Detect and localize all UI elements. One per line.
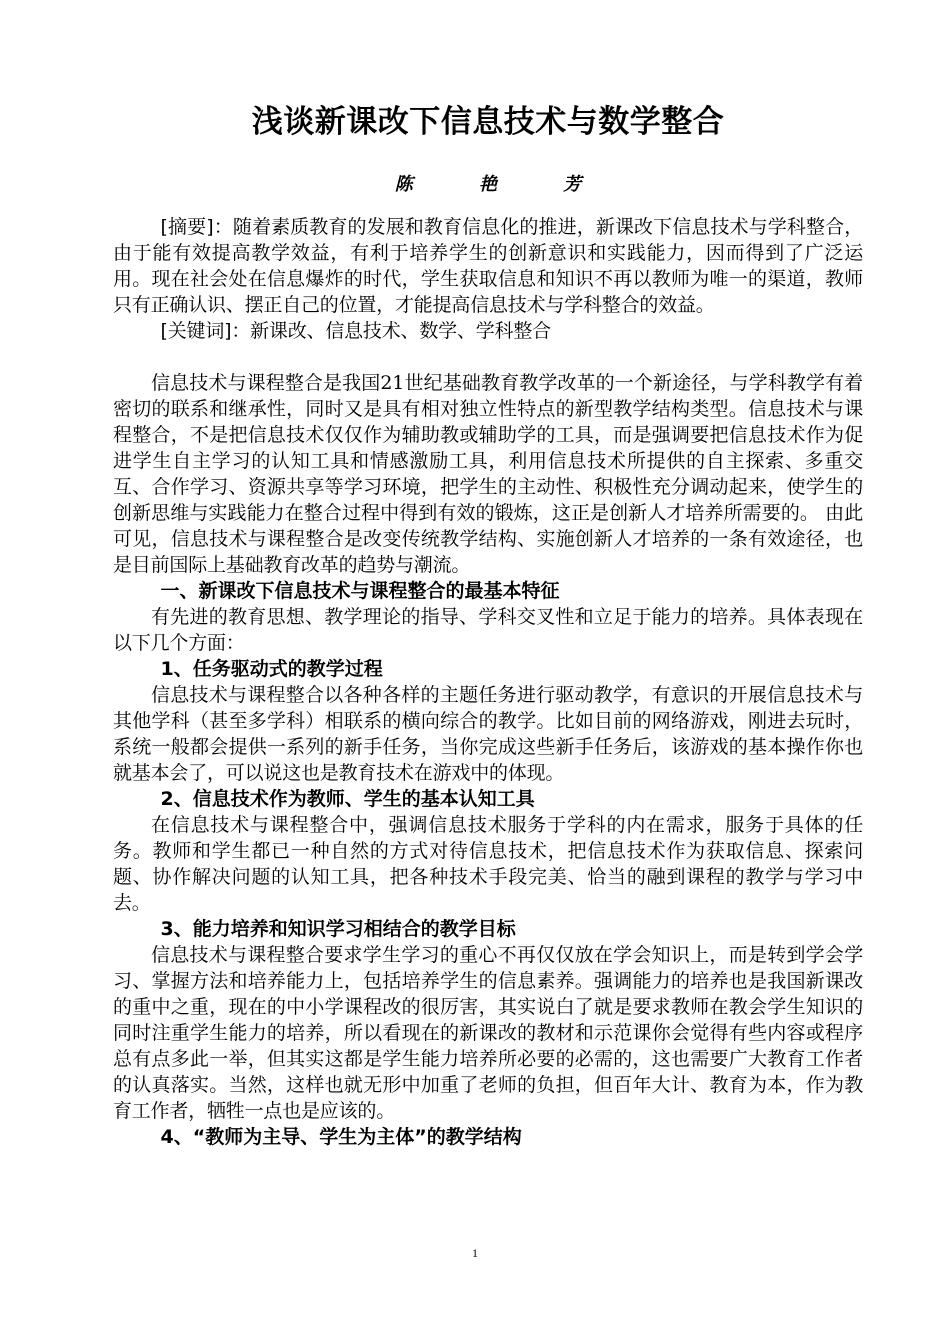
item-heading: 3、能力培养和知识学习相结合的教学目标 xyxy=(160,918,516,940)
abstract-label: [摘要] xyxy=(160,216,214,238)
item-heading: 1、任务驱动式的教学过程 xyxy=(160,658,383,680)
item-paragraph: 信息技术与课程整合以各种各样的主题任务进行驱动教学，有意识的开展信息技术与其他学科（甚至多学科）相联系的横向综合的教学。比如目前的网络游戏，刚进去玩时，系统一般都会提供一系列的新手任务，当你完成这些新手任务后，该游戏的基本操作你也就基本会了，可以说这也是教育技术在游戏中的体现。 xyxy=(113,684,863,784)
keywords-label: [关键词] xyxy=(160,320,232,342)
author-name: 陈 艳 芳 xyxy=(394,174,600,195)
item-heading: 2、信息技术作为教师、学生的基本认知工具 xyxy=(160,788,535,810)
item-paragraph: 信息技术与课程整合要求学生学习的重心不再仅仅放在学会知识上，而是转到学会学习、掌握方法和培养能力上，包括培养学生的信息素养。强调能力的培养也是我国新课改的重中之重，现在的中小学课程改的很厉害，其实说白了就是要求教师在教会学生知识的同时注重学生能力的培养，所以看现在的新课改的教材和示范课你会觉得有些内容或程序总有点多此一举，但其实这都是学生能力培养所必要的必需的，这也需要广大教育工作者的认真落实。当然，这样也就无形中加重了老师的负担，但百年大计、教育为本，作为教育工作者，牺牲一点也是应该的。 xyxy=(113,944,863,1122)
blank-line xyxy=(113,344,863,370)
document-page xyxy=(113,100,863,1150)
section-heading: 一、新课改下信息技术与课程整合的最基本特征 xyxy=(160,580,560,602)
section-paragraph: 有先进的教育思想、教学理论的指导、学科交叉性和立足于能力的培养。具体表现在以下几个方面： xyxy=(113,606,863,654)
document-title: 浅谈新课改下信息技术与数学整合 xyxy=(251,104,725,140)
abstract-paragraph xyxy=(113,214,863,318)
keywords-text: ：新课改、信息技术、数学、学科整合 xyxy=(231,320,551,342)
keywords-paragraph xyxy=(113,318,863,344)
intro-paragraph: 信息技术与课程整合是我国21世纪基础教育教学改革的一个新途径，与学科教学有着密切的联系和继承性，同时又是具有相对独立性特点的新型教学结构类型。信息技术与课程整合，不是把信息技术仅仅作为辅助教或辅助学的工具，而是强调要把信息技术作为促进学生自主学习的认知工具和情感激励工具，利用信息技术所提供的自主探索、多重交互、合作学习、资源共享等学习环境，把学生的主动性、积极性充分调动起来，使学生的创新思维与实践能力在整合过程中得到有效的锻炼，这正是创新人才培养所需要的。 由此可见，信息技术与课程整合是改变传统教学结构、实施创新人才培养的一条有效途径，也是目前国际上基础教育改革的趋势与潮流。 xyxy=(113,372,863,576)
item-paragraph: 在信息技术与课程整合中，强调信息技术服务于学科的内在需求，服务于具体的任务。教师和学生都已一种自然的方式对待信息技术，把信息技术作为获取信息、探索问题、协作解决问题的认知工具，把各种技术手段完美、恰当的融到课程的教学与学习中去。 xyxy=(113,814,863,914)
abstract-text: ：随着素质教育的发展和教育信息化的推进，新课改下信息技术与学科整合，由于能有效提高教学效益，有利于培养学生的创新意识和实践能力，因而得到了广泛运用。现在社会处在信息爆炸的时代，学生获取信息和知识不再以教师为唯一的渠道，教师只有正确认识、摆正自己的位置，才能提高信息技术与学科整合的效益。 xyxy=(113,216,864,316)
item-heading: 4、“教师为主导、学生为主体”的教学结构 xyxy=(160,1126,522,1148)
page-number: 1 xyxy=(472,1246,478,1260)
